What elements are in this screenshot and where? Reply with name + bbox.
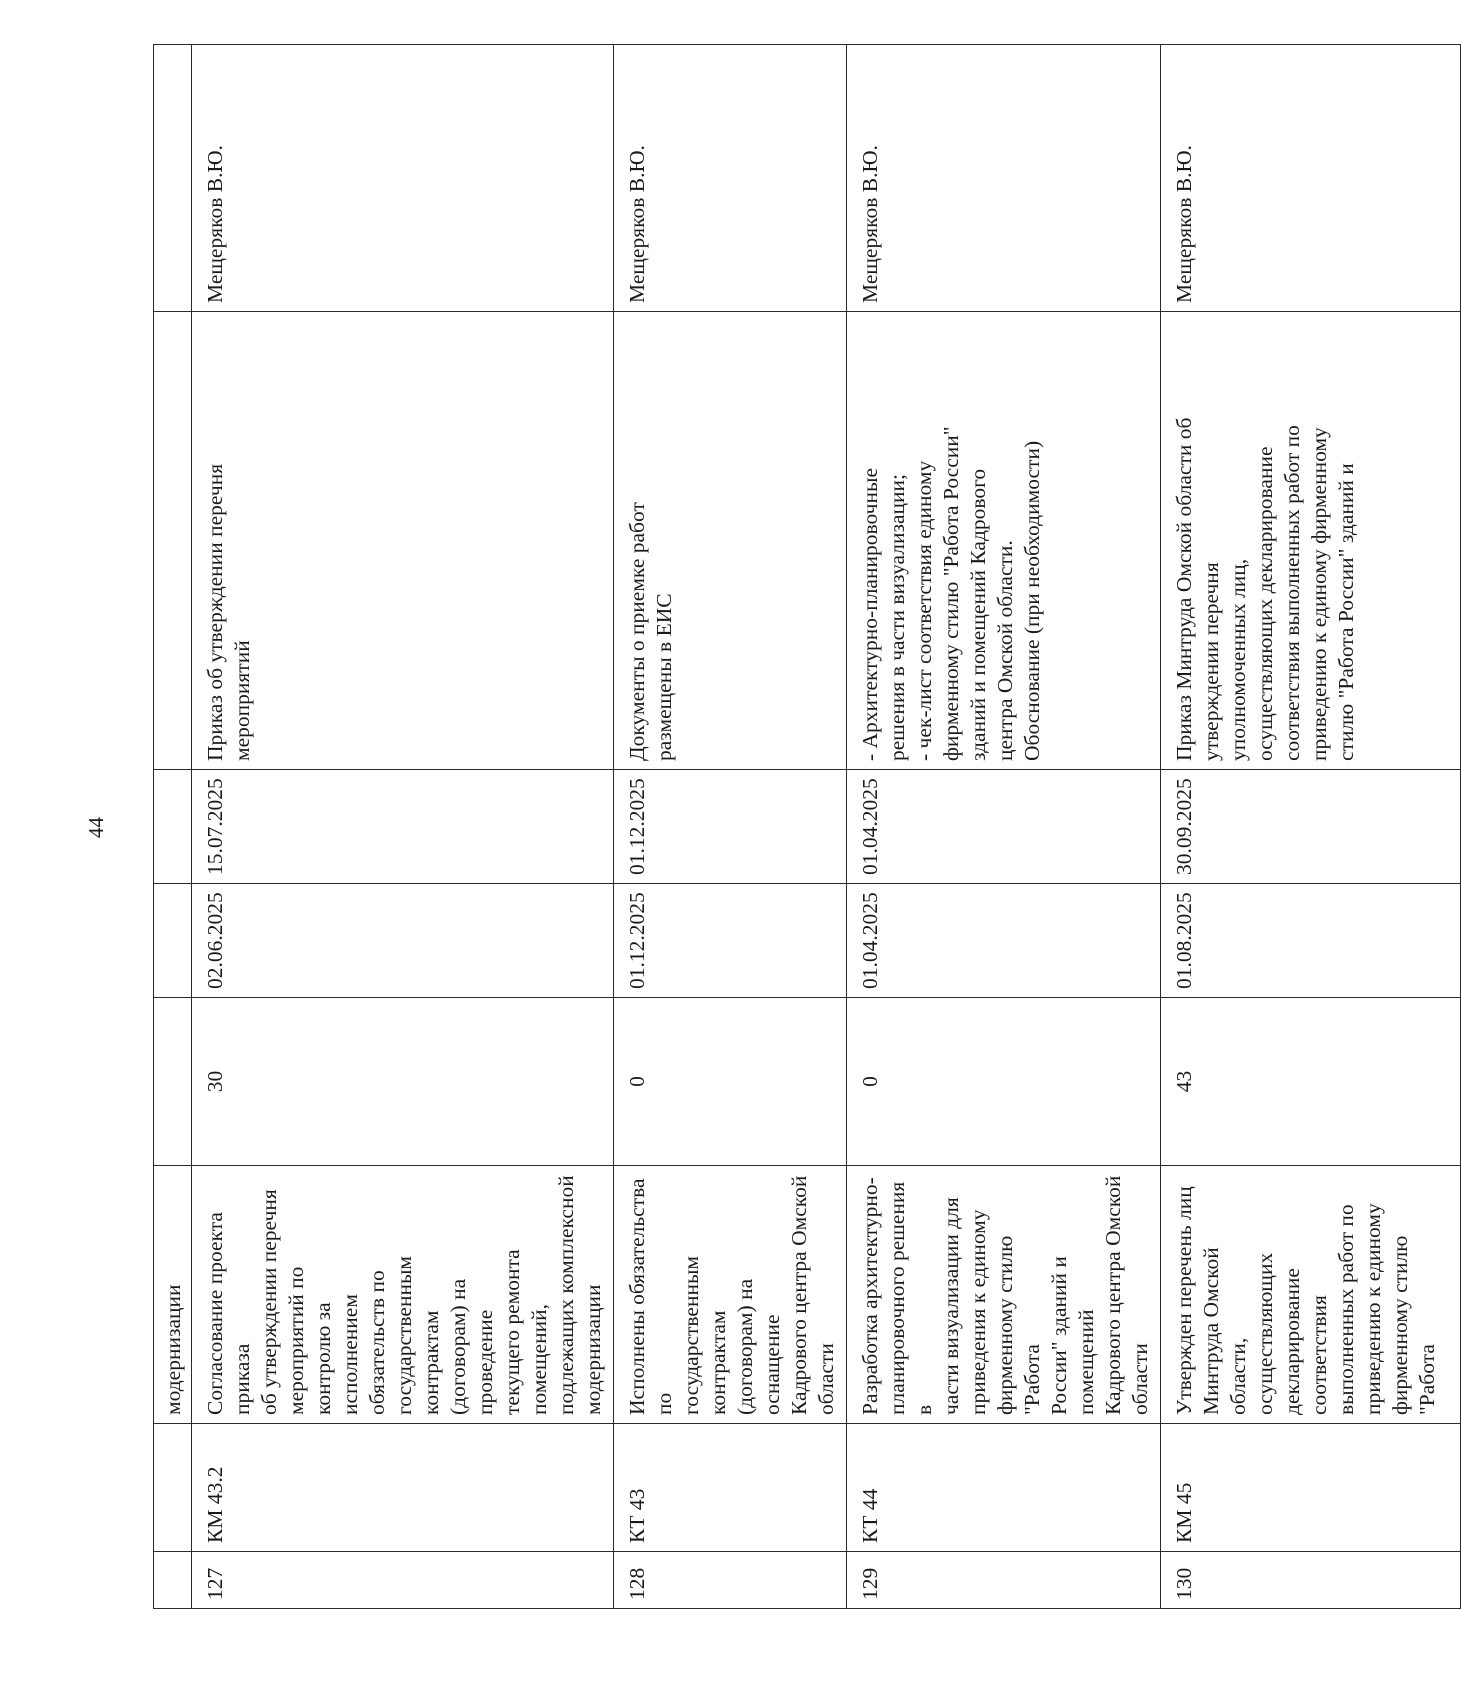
row-result-line: фирменному стилю "Работа России" — [939, 426, 963, 761]
row-result-line: решения в части визуализации; — [885, 473, 909, 761]
row-code: КТ 44 — [847, 1424, 1161, 1552]
row-date-end: 01.12.2025 — [614, 770, 847, 884]
row-name-line: части визуализации для — [939, 1197, 963, 1415]
row-name-line: Исполнены обязательства по — [625, 1178, 676, 1415]
row-name-line: Минтруда Омской области, — [1199, 1247, 1250, 1415]
row-name-line: об утверждении перечня — [257, 1189, 281, 1415]
row-responsible: Мещеряков В.Ю. — [614, 45, 847, 312]
row-result-line: Приказ Минтруда Омской области об — [1172, 417, 1196, 761]
row-result — [614, 312, 847, 770]
header-cell-percent — [154, 998, 192, 1166]
row-date-start: 01.08.2025 — [1161, 884, 1461, 998]
row-result-line: приведению к единому фирменному — [1307, 427, 1331, 761]
row-result-line: Приказ об утверждении перечня — [203, 463, 227, 761]
row-result-line: Документы о приемке работ — [625, 502, 649, 761]
row-code: КМ 45 — [1161, 1424, 1461, 1552]
row-name-line: планировочного решения в — [885, 1181, 936, 1415]
row-name-line: модернизации — [581, 1284, 605, 1415]
row-name-line: фирменному стилю "Работа — [1388, 1235, 1439, 1415]
row-name-line: текущего ремонта помещений, — [500, 1249, 551, 1415]
header-cell-result — [154, 312, 192, 770]
row-date-end: 01.04.2025 — [847, 770, 1161, 884]
row-name-line: фирменному стилю "Работа — [993, 1235, 1044, 1415]
row-result-line: мероприятий — [230, 640, 254, 761]
row-date-start: 01.04.2025 — [847, 884, 1161, 998]
row-responsible: Мещеряков В.Ю. — [847, 45, 1161, 312]
table-row — [192, 45, 614, 1609]
header-cell-code — [154, 1424, 192, 1552]
rotated-table-wrapper — [153, 45, 1439, 1609]
row-name-line: Разработка архитектурно- — [858, 1177, 882, 1415]
row-responsible: Мещеряков В.Ю. — [1161, 45, 1461, 312]
row-result-line: утверждении перечня — [1199, 562, 1223, 761]
row-result-line: осуществляющих декларирование — [1253, 446, 1277, 761]
row-name-line: мероприятий по контролю за — [284, 1266, 335, 1415]
row-name-line: области — [1128, 1343, 1152, 1415]
row-responsible: Мещеряков В.Ю. — [192, 45, 614, 312]
row-result — [192, 312, 614, 770]
row-name — [1161, 1166, 1461, 1424]
header-cell-name: модернизации — [154, 1166, 192, 1424]
table-row — [614, 45, 847, 1609]
row-result — [847, 312, 1161, 770]
row-result-line: размещены в ЕИС — [652, 593, 676, 761]
header-cell-date-start — [154, 884, 192, 998]
row-percent: 43 — [1161, 998, 1461, 1166]
row-name — [192, 1166, 614, 1424]
row-result-line: - Архитектурно-планировочные — [858, 468, 882, 761]
page-number: 44 — [84, 817, 108, 838]
continued-header-row — [154, 45, 192, 1609]
row-name-line: исполнением обязательств по — [338, 1270, 389, 1415]
row-date-start: 01.12.2025 — [614, 884, 847, 998]
row-name-line: Утвержден перечень лиц — [1172, 1186, 1196, 1415]
header-cell-date-end — [154, 770, 192, 884]
table-row — [847, 45, 1161, 1609]
row-name-line: государственным контрактам — [392, 1255, 443, 1415]
row-code: КТ 43 — [614, 1424, 847, 1552]
row-result-line: зданий и помещений Кадрового — [966, 468, 990, 761]
row-name-line: осуществляющих — [1253, 1252, 1277, 1415]
row-result — [1161, 312, 1461, 770]
row-name-line: Кадрового центра Омской — [787, 1175, 811, 1415]
row-result-line: уполномоченных лиц, — [1226, 558, 1250, 761]
row-name-line: Согласование проекта приказа — [203, 1212, 254, 1415]
header-cell-responsible — [154, 45, 192, 312]
row-number: 128 — [614, 1552, 847, 1609]
table-row — [1161, 45, 1461, 1609]
row-number: 130 — [1161, 1552, 1461, 1609]
row-result-line: соответствия выполненных работ по — [1280, 425, 1304, 761]
row-number: 127 — [192, 1552, 614, 1609]
row-percent: 0 — [847, 998, 1161, 1166]
row-name-line: (договорам) на проведение — [446, 1278, 497, 1415]
row-percent: 30 — [192, 998, 614, 1166]
row-name-line: выполненных работ по — [1334, 1204, 1358, 1415]
row-result-line: стилю "Работа России" зданий и — [1334, 463, 1358, 761]
row-name — [614, 1166, 847, 1424]
row-name-line: государственным контрактам — [679, 1255, 730, 1415]
row-result-line: Обоснование (при необходимости) — [1020, 440, 1044, 761]
row-name — [847, 1166, 1161, 1424]
row-name-line: Кадрового центра Омской — [1101, 1175, 1125, 1415]
row-percent: 0 — [614, 998, 847, 1166]
row-date-start: 02.06.2025 — [192, 884, 614, 998]
row-name-line: (договорам) на оснащение — [733, 1278, 784, 1415]
row-name-line: приведению к единому — [1361, 1203, 1385, 1415]
row-date-end: 30.09.2025 — [1161, 770, 1461, 884]
header-cell-num — [154, 1552, 192, 1609]
plan-table — [153, 44, 1461, 1609]
row-name-line: подлежащих комплексной — [554, 1175, 578, 1415]
row-name-line: приведения к единому — [966, 1209, 990, 1415]
row-result-line: центра Омской области. — [993, 540, 1017, 761]
row-name-line: области — [814, 1343, 838, 1415]
row-number: 129 — [847, 1552, 1161, 1609]
row-date-end: 15.07.2025 — [192, 770, 614, 884]
row-code: КМ 43.2 — [192, 1424, 614, 1552]
row-name-line: России" зданий и помещений — [1047, 1256, 1098, 1415]
row-result-line: - чек-лист соответствия единому — [912, 460, 936, 761]
row-name-line: декларирование соответствия — [1280, 1268, 1331, 1415]
